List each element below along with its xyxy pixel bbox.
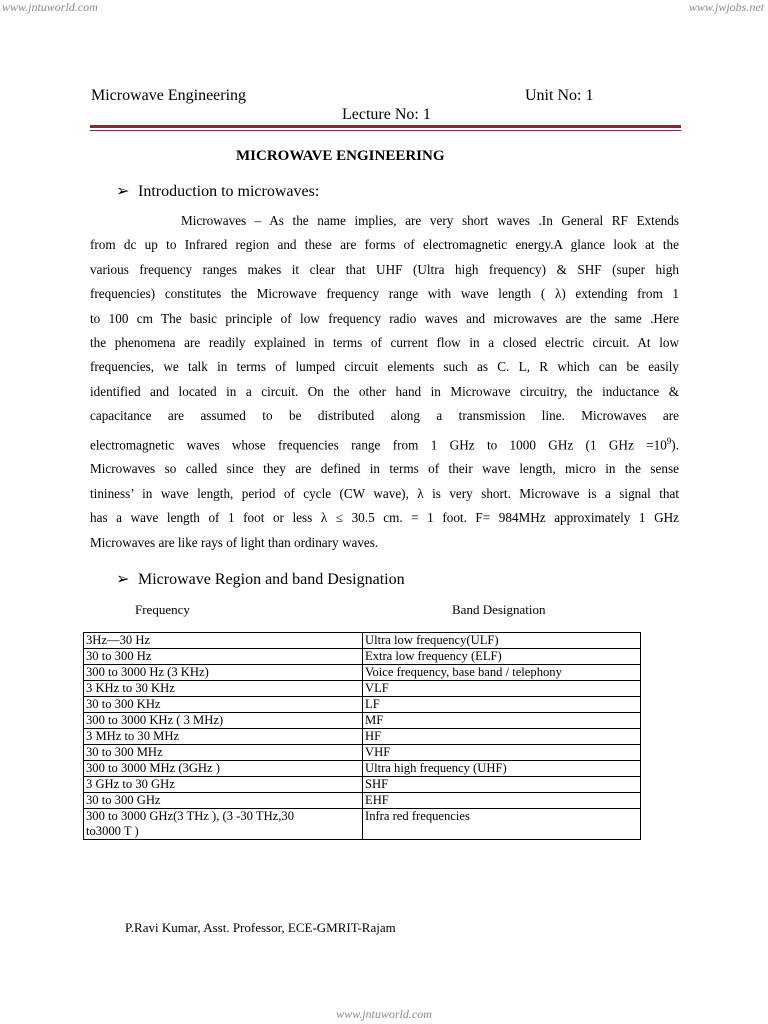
- band-cell: Ultra low frequency(ULF): [363, 633, 641, 649]
- paragraph-line: frequencies, we talk in terms of lumped circuit elements such as C. L, R which can be easily: [90, 359, 679, 375]
- table-row: [84, 713, 641, 729]
- frequency-cell: 300 to 3000 Hz (3 KHz): [84, 665, 363, 681]
- paragraph-line-tail: ).: [671, 437, 679, 453]
- paragraph-line: to 100 cm The basic principle of low frequency radio waves and microwaves are the same .Here: [90, 310, 679, 326]
- course-name: Microwave Engineering: [91, 87, 247, 104]
- frequency-cell: 3 GHz to 30 GHz: [84, 777, 363, 793]
- band-cell: Infra red frequencies: [363, 809, 641, 840]
- band-cell: Ultra high frequency (UHF): [363, 761, 641, 777]
- paragraph-line-text: electromagnetic waves whose frequencies range from 1 GHz to 1000 GHz (1 GHz =10: [90, 437, 667, 453]
- table-row: [84, 761, 641, 777]
- header-rule-thick: [90, 125, 681, 128]
- watermark-top-right: www.jwjobs.net: [688, 0, 764, 14]
- paragraph-line: various frequency ranges makes it clear that UHF (Ultra high frequency) & SHF (super high: [90, 261, 679, 277]
- band-designation-table: [83, 632, 641, 840]
- frequency-cell: 300 to 3000 MHz (3GHz ): [84, 761, 363, 777]
- paragraph-line-with-superscript: [90, 429, 679, 458]
- table-row: [84, 777, 641, 793]
- watermark-bottom: www.jntuworld.com: [336, 1007, 432, 1021]
- table-row: [84, 729, 641, 745]
- table-row: [84, 809, 641, 840]
- paragraph-line: identified and located in a circuit. On the other hand in Microwave circuitry, the inductance &: [90, 383, 679, 399]
- header-rule-thin: [90, 130, 681, 131]
- intro-paragraph: [90, 209, 679, 555]
- paragraph-line: has a wave length of 1 foot or less λ ≤ 30.5 cm. = 1 foot. F= 984MHz approximately 1 GHz: [90, 510, 679, 526]
- paragraph-line: frequencies) constitutes the Microwave frequency range with wave length ( λ) extending from 1: [90, 286, 679, 302]
- frequency-cell: 3 MHz to 30 MHz: [84, 729, 363, 745]
- paragraph-line: the phenomena are readily explained in terms of current flow in a closed electric circuit. At low: [90, 335, 679, 351]
- band-cell: VLF: [363, 681, 641, 697]
- frequency-cell: 30 to 300 KHz: [84, 697, 363, 713]
- arrow-bullet-icon: ➢: [116, 571, 130, 588]
- frequency-cell: 30 to 300 Hz: [84, 649, 363, 665]
- arrow-bullet-icon: ➢: [116, 183, 130, 200]
- band-cell: SHF: [363, 777, 641, 793]
- table-row: [84, 681, 641, 697]
- band-cell: Voice frequency, base band / telephony: [363, 665, 641, 681]
- unit-number: Unit No: 1: [525, 87, 594, 104]
- paragraph-line: Microwaves – As the name implies, are very short waves .In General RF Extends: [181, 213, 679, 228]
- paragraph-line: capacitance are assumed to be distributed along a transmission line. Microwaves are: [90, 408, 679, 424]
- table-row: [84, 745, 641, 761]
- watermark-top-left: www.jntuworld.com: [2, 0, 98, 14]
- band-cell: EHF: [363, 793, 641, 809]
- section-heading-intro: [116, 181, 319, 201]
- paragraph-line: Microwaves are like rays of light than ordinary waves.: [90, 534, 379, 550]
- paragraph-line: tininess’ in wave length, period of cycle (CW wave), λ is very short. Microwave is a signal that: [90, 485, 679, 501]
- table-row: [84, 649, 641, 665]
- band-cell: VHF: [363, 745, 641, 761]
- section-heading-text: Introduction to microwaves:: [138, 183, 320, 200]
- superscript-exponent: 9: [666, 435, 672, 446]
- section-heading-bands: [116, 569, 405, 589]
- table-row: [84, 633, 641, 649]
- band-cell: Extra low frequency (ELF): [363, 649, 641, 665]
- frequency-cell: 300 to 3000 KHz ( 3 MHz): [84, 713, 363, 729]
- frequency-cell: 30 to 300 GHz: [84, 793, 363, 809]
- paragraph-line: from dc up to Infrared region and these are forms of electromagnetic energy.A glance look at the: [90, 237, 679, 253]
- table-row: [84, 697, 641, 713]
- column-header-frequency: Frequency: [135, 602, 190, 617]
- document-title: MICROWAVE ENGINEERING: [236, 148, 445, 164]
- table-row: [84, 793, 641, 809]
- paragraph-line: Microwaves so called since they are defined in terms of their wave length, micro in the sense: [90, 461, 679, 477]
- section-heading-text: Microwave Region and band Designation: [138, 571, 405, 588]
- band-cell: LF: [363, 697, 641, 713]
- author-footer: P.Ravi Kumar, Asst. Professor, ECE-GMRIT-Rajam: [125, 920, 396, 935]
- frequency-cell: 3Hz—30 Hz: [84, 633, 363, 649]
- frequency-cell: 30 to 300 MHz: [84, 745, 363, 761]
- frequency-cell: 300 to 3000 GHz(3 THz ), (3 -30 THz,30 to3000 T ): [84, 809, 363, 840]
- band-cell: MF: [363, 713, 641, 729]
- lecture-number: Lecture No: 1: [342, 106, 431, 123]
- table-row: [84, 665, 641, 681]
- column-header-band-designation: Band Designation: [452, 602, 546, 617]
- frequency-cell: 3 KHz to 30 KHz: [84, 681, 363, 697]
- band-cell: HF: [363, 729, 641, 745]
